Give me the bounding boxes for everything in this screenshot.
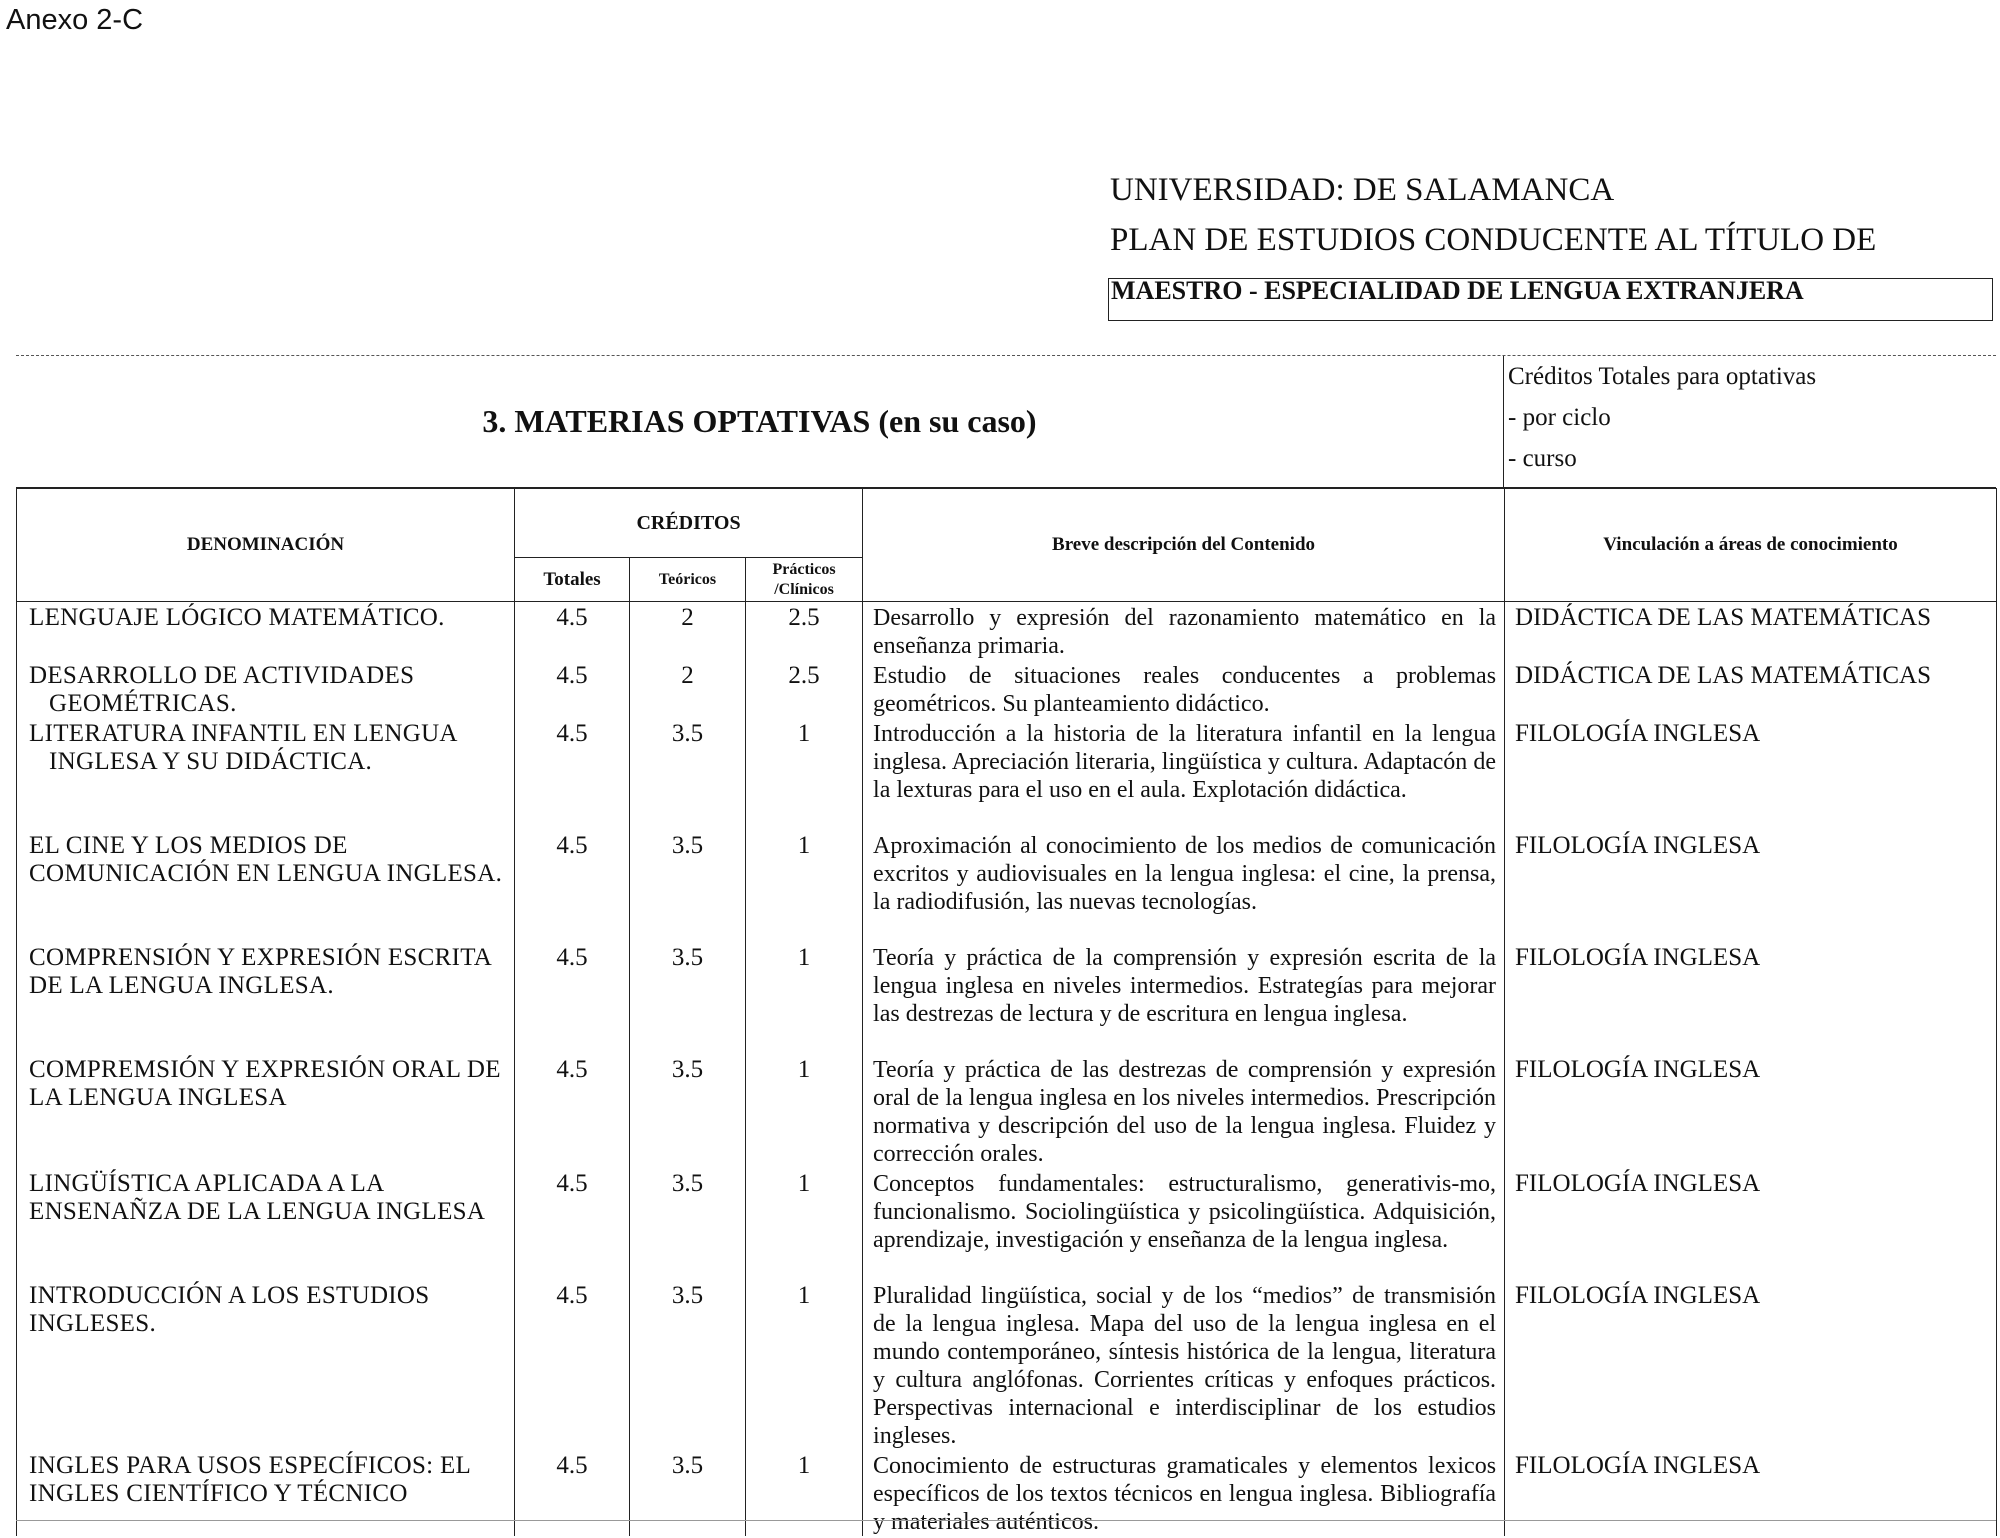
- subject-name: [17, 718, 515, 830]
- section-title: 3. MATERIAS OPTATIVAS (en su caso): [16, 356, 1504, 487]
- subject-name: [17, 1168, 515, 1280]
- credits-practice: 1: [746, 1450, 863, 1536]
- knowledge-area: FILOLOGÍA INGLESA: [1505, 830, 1997, 942]
- knowledge-area: FILOLOGÍA INGLESA: [1505, 1168, 1997, 1280]
- table-row: [17, 1168, 1997, 1280]
- credits-total: 4.5: [515, 602, 630, 661]
- credits-practice: 1: [746, 1168, 863, 1280]
- degree-title: MAESTRO - ESPECIALIDAD DE LENGUA EXTRANJERA: [1108, 278, 1993, 321]
- col-header-practice-line2: /Clínicos: [774, 580, 834, 598]
- optional-subjects-table: [16, 488, 1997, 1536]
- credits-practice: 1: [746, 1054, 863, 1168]
- subject-name: [17, 602, 515, 661]
- bottom-rule: [16, 1520, 1996, 1521]
- col-header-total: Totales: [515, 558, 630, 602]
- credits-theory: 2: [630, 602, 746, 661]
- content-description: Teoría y práctica de las destrezas de comprensión y expresión oral de la lengua inglesa en los niveles intermedios. Prescripción normativa y descripción del uso de la lengua inglesa. Fluidez y corrección orales.: [863, 1054, 1505, 1168]
- subject-name-line: EL CINE Y LOS MEDIOS DE COMUNICACIÓN EN LENGUA INGLESA.: [29, 832, 503, 887]
- content-description: Teoría y práctica de la comprensión y expresión escrita de la lengua inglesa en niveles intermedios. Estrategías para mejorar las destrezas de lectura y de escritura en lengua inglesa.: [863, 942, 1505, 1054]
- content-description: Pluralidad lingüística, social y de los “medios” de transmisión de la lengua inglesa. Mapa del uso de la lengua inglesa en el mundo contemporáneo, síntesis histórica de la lengua, literatura y cultura anglófonas. Corrientes críticas y enfoques prácticos. Perspectivas internacional e interdisciplinar de los estudios ingleses.: [863, 1280, 1505, 1450]
- content-description: Introducción a la historia de la literatura infantil en la lengua inglesa. Apreciación literaria, lingüística y cultura. Adaptacón de la lexturas para el uso en el aula. Explotación didáctica.: [863, 718, 1505, 830]
- credits-practice: 1: [746, 830, 863, 942]
- content-description: Conocimiento de estructuras gramaticales y elementos lexicos específicos de los textos técnicos en lengua inglesa. Bibliografía y materiales auténticos.: [863, 1450, 1505, 1536]
- plan-title: PLAN DE ESTUDIOS CONDUCENTE AL TÍTULO DE: [1110, 222, 1877, 258]
- subject-name-line: INGLESA Y SU DIDÁCTICA.: [49, 748, 373, 775]
- credits-theory: 2: [630, 660, 746, 718]
- table-row: [17, 602, 1997, 661]
- subject-name-line: LENGUAJE LÓGICO MATEMÁTICO.: [29, 604, 445, 631]
- knowledge-area: DIDÁCTICA DE LAS MATEMÁTICAS: [1505, 660, 1997, 718]
- table-row: [17, 1450, 1997, 1536]
- subject-name: [17, 830, 515, 942]
- credits-total: 4.5: [515, 660, 630, 718]
- credits-theory: 3.5: [630, 718, 746, 830]
- credits-total: 4.5: [515, 1280, 630, 1450]
- knowledge-area: FILOLOGÍA INGLESA: [1505, 942, 1997, 1054]
- credits-per-cycle: - por ciclo: [1508, 404, 1611, 431]
- col-header-name: DENOMINACIÓN: [17, 489, 515, 602]
- subject-name-line: DESARROLLO DE ACTIVIDADES: [29, 662, 415, 689]
- subject-name-line: COMPREMSIÓN Y EXPRESIÓN ORAL DE LA LENGUA INGLESA: [29, 1056, 501, 1111]
- col-header-area: Vinculación a áreas de conocimiento: [1505, 489, 1997, 602]
- credits-total: 4.5: [515, 1054, 630, 1168]
- subject-name: [17, 1054, 515, 1168]
- credits-practice: 1: [746, 942, 863, 1054]
- knowledge-area: FILOLOGÍA INGLESA: [1505, 1280, 1997, 1450]
- knowledge-area: FILOLOGÍA INGLESA: [1505, 1054, 1997, 1168]
- credits-theory: 3.5: [630, 1168, 746, 1280]
- table-row: [17, 660, 1997, 718]
- annex-label: Anexo 2-C: [6, 4, 144, 36]
- content-description: Conceptos fundamentales: estructuralismo, generativis-mo, funcionalismo. Sociolingüística y psicolingüística. Adquisición, aprendizaje, investigación y enseñanza de la lengua inglesa.: [863, 1168, 1505, 1280]
- table-row: [17, 718, 1997, 830]
- subject-name-line: LINGÜÍSTICA APLICADA A LA ENSENAÑZA DE LA LENGUA INGLESA: [29, 1170, 486, 1225]
- knowledge-area: FILOLOGÍA INGLESA: [1505, 1450, 1997, 1536]
- col-header-theory: Teóricos: [630, 558, 746, 602]
- content-description: Desarrollo y expresión del razonamiento matemático en la enseñanza primaria.: [863, 602, 1505, 661]
- credits-total-label: Créditos Totales para optativas: [1508, 363, 1817, 390]
- credits-theory: 3.5: [630, 830, 746, 942]
- credits-practice: 2.5: [746, 602, 863, 661]
- credits-total: 4.5: [515, 718, 630, 830]
- subject-name: [17, 1280, 515, 1450]
- section-header: [16, 355, 1996, 488]
- subject-name-line: COMPRENSIÓN Y EXPRESIÓN ESCRITA DE LA LENGUA INGLESA.: [29, 944, 491, 999]
- subject-name-line: INTRODUCCIÓN A LOS ESTUDIOS INGLESES.: [29, 1282, 430, 1337]
- table-body: [17, 602, 1997, 1537]
- credits-total: 4.5: [515, 942, 630, 1054]
- content-description: Aproximación al conocimiento de los medios de comunicación excritos y audiovisuales en la lengua inglesa: el cine, la prensa, la radiodifusión, las nuevas tecnologías.: [863, 830, 1505, 942]
- credits-theory: 3.5: [630, 1280, 746, 1450]
- col-header-credits: CRÉDITOS: [515, 489, 863, 558]
- subject-name: [17, 660, 515, 718]
- credits-theory: 3.5: [630, 1054, 746, 1168]
- credits-total: 4.5: [515, 1450, 630, 1536]
- subject-name-line: GEOMÉTRICAS.: [49, 690, 237, 717]
- table-row: [17, 1054, 1997, 1168]
- subject-name-line: INGLES PARA USOS ESPECÍFICOS: EL INGLES CIENTÍFICO Y TÉCNICO: [29, 1452, 471, 1507]
- col-header-practice: [746, 558, 863, 602]
- credits-theory: 3.5: [630, 942, 746, 1054]
- content-description: Estudio de situaciones reales conducentes a problemas geométricos. Su planteamiento didáctico.: [863, 660, 1505, 718]
- table-row: [17, 1280, 1997, 1450]
- col-header-description: Breve descripción del Contenido: [863, 489, 1505, 602]
- credits-practice: 1: [746, 1280, 863, 1450]
- credits-total: 4.5: [515, 1168, 630, 1280]
- table-row: [17, 830, 1997, 942]
- subject-name-line: LITERATURA INFANTIL EN LENGUA: [29, 720, 458, 747]
- credits-practice: 2.5: [746, 660, 863, 718]
- credits-total: 4.5: [515, 830, 630, 942]
- credits-practice: 1: [746, 718, 863, 830]
- col-header-practice-line1: Prácticos: [772, 560, 836, 578]
- subject-name: [17, 1450, 515, 1536]
- credits-theory: 3.5: [630, 1450, 746, 1536]
- university-name: UNIVERSIDAD: DE SALAMANCA: [1110, 172, 1615, 208]
- table-row: [17, 942, 1997, 1054]
- knowledge-area: DIDÁCTICA DE LAS MATEMÁTICAS: [1505, 602, 1997, 661]
- knowledge-area: FILOLOGÍA INGLESA: [1505, 718, 1997, 830]
- subject-name: [17, 942, 515, 1054]
- optional-credits-box: [1504, 356, 1996, 487]
- credits-per-course: - curso: [1508, 445, 1577, 472]
